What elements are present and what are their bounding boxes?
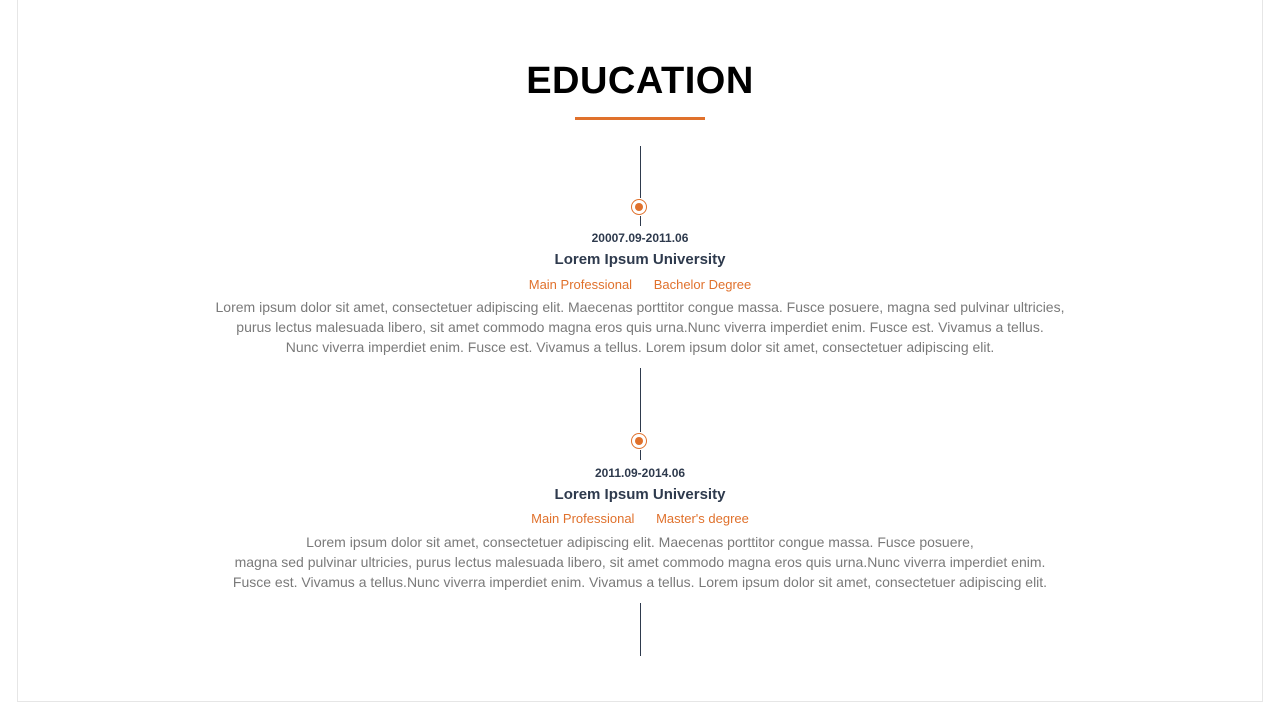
timeline-line [640,603,641,656]
entry-degree: Master's degree [656,511,749,526]
description-line: purus lectus malesuada libero, sit amet commodo magna eros quis urna.Nunc viverra imperdiet enim. Fusce est. Vivamus a tellus. [236,319,1044,335]
description-line: magna sed pulvinar ultricies, purus lectus malesuada libero, sit amet commodo magna eros quis urna.Nunc viverra imperdiet enim. [234,554,1046,570]
description-line: Nunc viverra imperdiet enim. Fusce est. Vivamus a tellus. Lorem ipsum dolor sit amet, consectetuer adipiscing elit. [285,339,995,355]
timeline-dot-icon [631,199,647,215]
entry-description [0,532,1280,592]
description-line: Lorem ipsum dolor sit amet, consectetuer adipiscing elit. Maecenas porttitor congue massa. Fusce posuere, [306,534,974,550]
title-underline [575,117,705,120]
timeline-line [640,216,641,226]
entry-major: Main Professional [528,277,633,292]
entry-description [0,297,1280,357]
entry-tags [0,277,1280,292]
entry-date: 20007.09-2011.06 [591,231,689,245]
timeline-line [640,450,641,460]
description-line: Lorem ipsum dolor sit amet, consectetuer adipiscing elit. Maecenas porttitor congue massa. Fusce posuere, magna sed pulvinar ultricies, [215,299,1065,315]
entry-degree: Bachelor Degree [653,277,752,292]
entry-tags [0,511,1280,526]
description-line: Fusce est. Vivamus a tellus.Nunc viverra imperdiet enim. Vivamus a tellus. Lorem ipsum dolor sit amet, consectetuer adipiscing elit. [232,574,1048,590]
entry-date: 2011.09-2014.06 [594,466,686,480]
timeline-line [640,368,641,432]
entry-school: Lorem Ipsum University [554,486,726,503]
page-title: EDUCATION [526,60,754,102]
timeline-line [640,146,641,198]
timeline-dot-icon [631,433,647,449]
entry-school: Lorem Ipsum University [554,251,726,268]
entry-major: Main Professional [531,511,635,526]
